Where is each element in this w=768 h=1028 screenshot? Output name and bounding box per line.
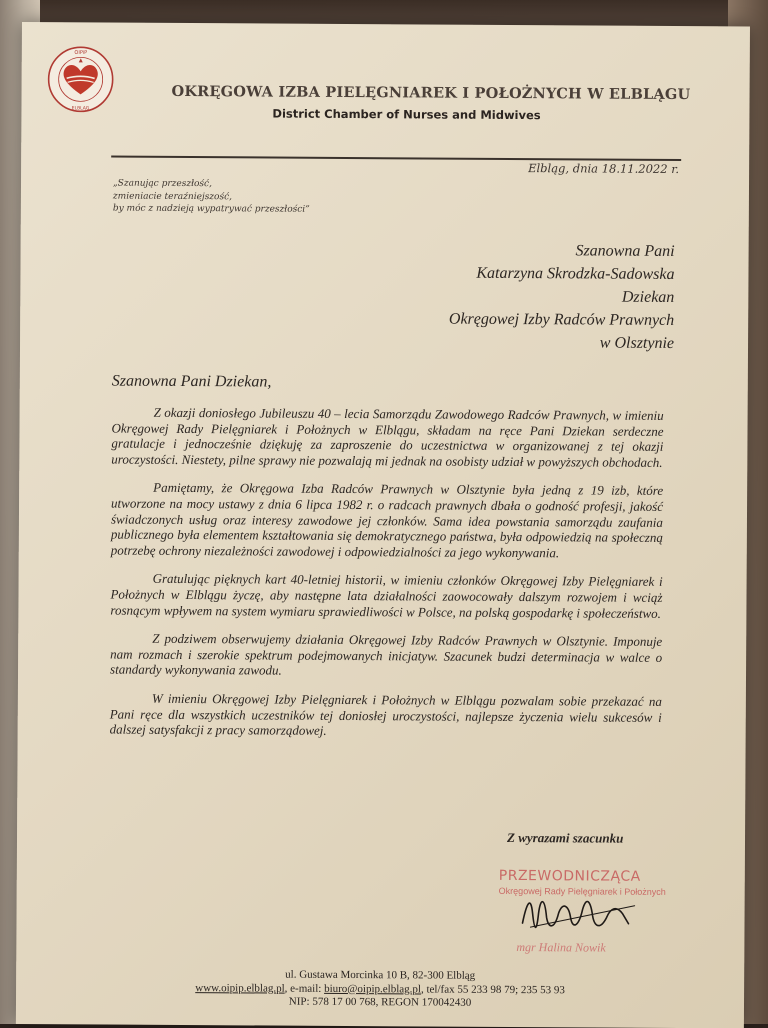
body-paragraph: Z okazji doniosłego Jubileuszu 40 – lecia Samorządu Zawodowego Radców Prawnych, w imieniu Okręgowej Rady Pielęgniarek i Położnych w Elblągu, składam na ręce Pani Dziekan serdeczne gratulacje i jednocześnie dziękuję za zaproszenie do uczestnictwa w organizowanej z tej okazji uroczystości. Niestety, pilne sprawy nie pozwalają mi jednak na osobisty udział w powyższych obchodach. xyxy=(111,404,664,470)
addressee-line: Dziekan xyxy=(621,288,675,306)
salutation: Szanowna Pani Dziekan, xyxy=(111,372,272,391)
footer-registry: NIP: 578 17 00 768, REGON 170042430 xyxy=(288,995,472,1009)
motto-line: „Szanując przeszłość, xyxy=(112,178,212,190)
addressee-line: Okręgowej Izby Radców Prawnych xyxy=(448,310,675,329)
organization-name-english: District Chamber of Nurses and Midwives xyxy=(272,106,541,123)
header-divider xyxy=(111,156,681,161)
addressee-line: Szanowna Pani xyxy=(575,242,675,260)
body-paragraph: Z podziwem obserwujemy działania Okręgowej Izby Radców Prawnych w Olsztynie. Imponuje nam rozmach i szerokie spektrum podejmowanych inicjatyw. Szacunek budzi determinacja w walce o standardy wykonywania zawodu. xyxy=(110,630,663,678)
footer-phone: , tel/fax 55 233 98 79; 235 53 93 xyxy=(420,982,565,996)
addressee-block xyxy=(254,237,675,355)
stamp-name: mgr Halina Nowik xyxy=(516,940,606,955)
footer xyxy=(16,967,744,1012)
letter-date: Elbląg, dnia 18.11.2022 r. xyxy=(528,161,680,177)
email-link[interactable]: biuro@oipip.elblag.pl xyxy=(324,982,422,995)
stamp-title: PRZEWODNICZĄCA xyxy=(498,867,641,885)
email-label: , e-mail: xyxy=(284,982,325,995)
stamp-subtitle: Okręgowej Rady Pielęgniarek i Położnych xyxy=(498,885,666,897)
letter-page xyxy=(16,22,750,1028)
website-link[interactable]: www.oipip.elblag.pl xyxy=(195,981,285,995)
footer-address: ul. Gustawa Morcinka 10 B, 82-300 Elbląg xyxy=(285,968,476,982)
svg-text:OIPiP: OIPiP xyxy=(74,49,88,56)
addressee-line: w Olsztynie xyxy=(599,334,675,352)
motto-line: zmieniacie teraźniejszość, xyxy=(112,191,233,202)
body-paragraph: W imieniu Okręgowej Izby Pielęgniarek i Położnych w Elblągu pozwalam sobie przekazać na Pani ręce dla wszystkich uczestników tej doniosłej uroczystości, najlepsze życzenia wielu sukcesów i dalszej satysfakcji z pracy samorządowej. xyxy=(109,690,662,738)
closing-phrase: Z wyrazami szacunku xyxy=(506,829,624,846)
organization-name: OKRĘGOWA IZBA PIELĘGNIAREK I POŁOŻNYCH W ELBLĄGU xyxy=(171,82,691,104)
addressee-name: Katarzyna Skrodzka-Sadowska xyxy=(476,264,675,283)
svg-text:ELBLĄG: ELBLĄG xyxy=(71,106,90,112)
motto-line: by móc z nadzieją wypatrywać przeszłości” xyxy=(112,203,310,215)
body-paragraph: Gratulując pięknych kart 40-letniej historii, w imieniu członków Okręgowej Izby Pielęgniarek i Położnych w Elblągu życzę, aby następne lata działalności zaowocowały dalszym rozwojem i wciąż rosnącym wpływem na system wymiaru sprawiedliwości w Polsce, na polską gospodarkę i społeczeństwo. xyxy=(110,571,663,621)
letter-body xyxy=(110,405,664,754)
heart-emblem-icon xyxy=(45,44,115,114)
body-paragraph: Pamiętamy, że Okręgowa Izba Radców Prawnych w Olsztynie była jedną z 19 izb, które utworzone na mocy ustawy z dnia 6 lipca 1982 r. o radcach prawnych dbała o godność profesji, jakość świadczonych usług oraz interesy zawodowe jej członków. Sama idea powstania samorządu zaufania publicznego była elementem kształtowania się demokratycznego państwa, była odpowiedzią na społeczną potrzebę ochrony niezależności zawodowej i odpowiedzialności za jego wykonywania. xyxy=(110,480,664,561)
motto xyxy=(113,178,373,217)
handwritten-signature xyxy=(516,883,646,944)
